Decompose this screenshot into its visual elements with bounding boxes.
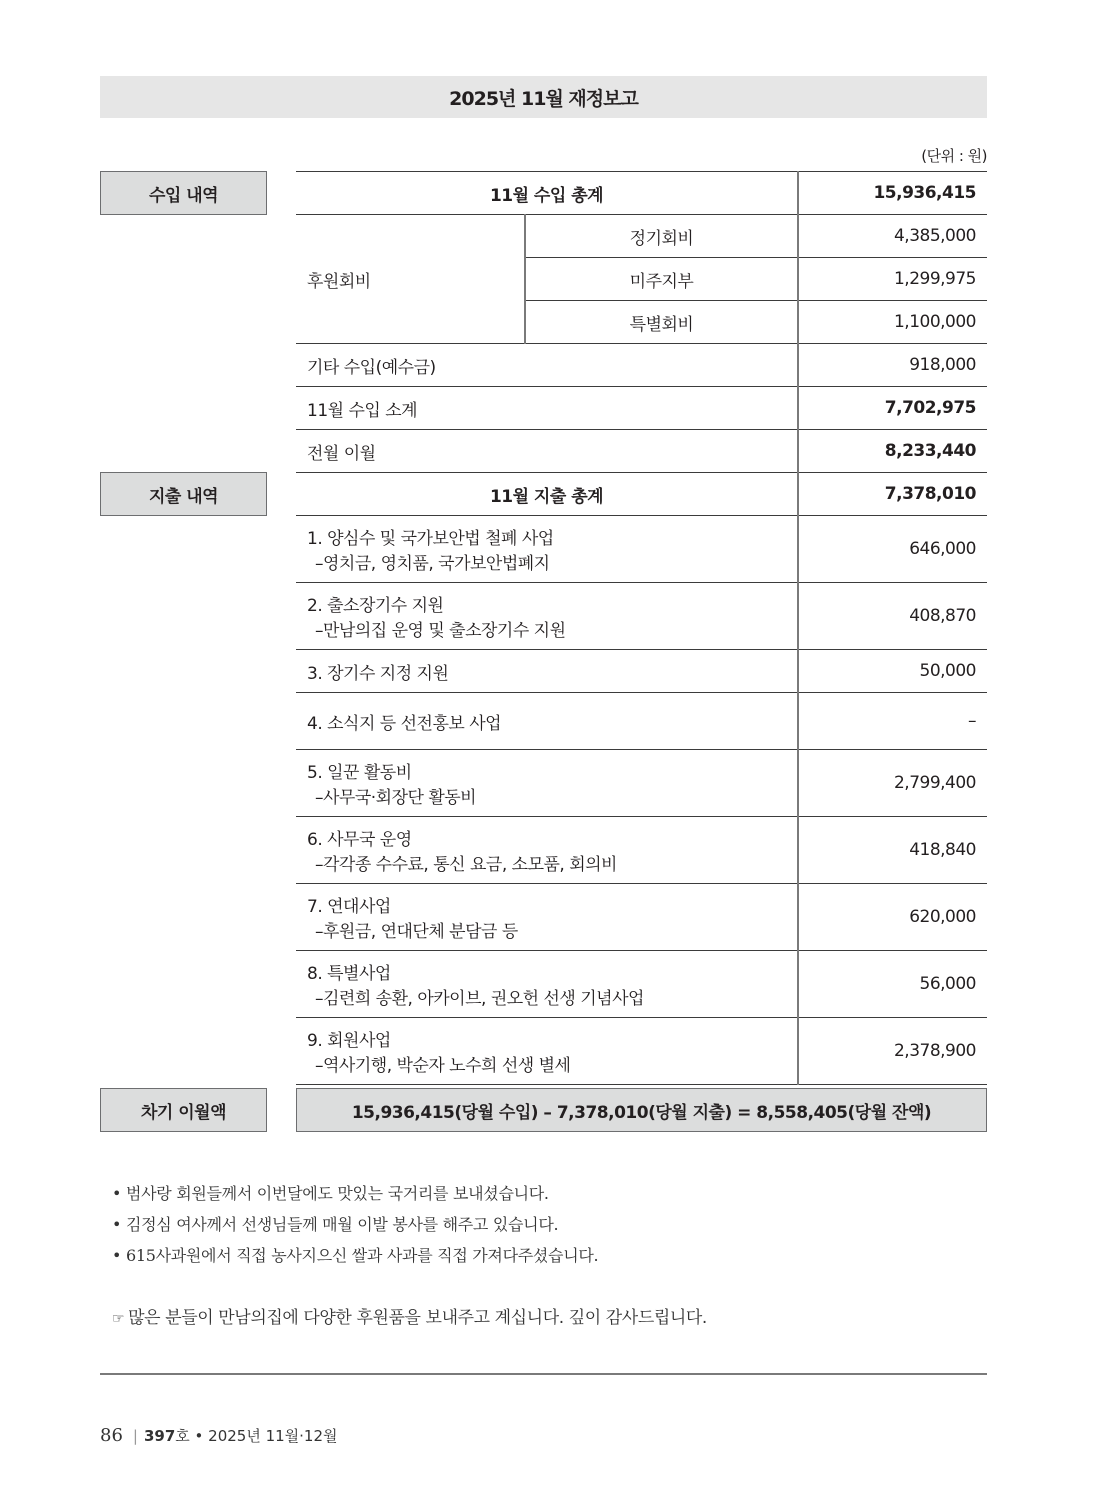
income-total-row: [296, 172, 987, 215]
prev-carryover-value: 8,233,440: [798, 430, 987, 473]
expense-row: [296, 693, 987, 750]
expense-item-value: 2,799,400: [798, 750, 987, 817]
expense-total-row: [296, 473, 987, 516]
expense-item-title: 3. 장기수 지정 지원: [307, 663, 449, 684]
balance-formula: 15,936,415(당월 수입) – 7,378,010(당월 지출) = 8,558,405(당월 잔액): [296, 1088, 987, 1132]
issue-number: 397: [143, 1427, 176, 1445]
income-section-label: 수입 내역: [100, 171, 267, 215]
carryover-section-label: 차기 이월액: [100, 1088, 267, 1132]
expense-item-value: –: [798, 693, 987, 750]
pointing-hand-icon: ☞: [112, 1311, 125, 1327]
table-row: [296, 344, 987, 387]
expense-item-desc: [296, 817, 798, 884]
expense-item-desc: [296, 516, 798, 583]
note-item: • 615사과원에서 직접 농사지으신 쌀과 사과를 직접 가져다주셨습니다.: [112, 1240, 598, 1271]
membership-item-label: 정기회비: [525, 215, 798, 258]
income-total-label: 11월 수입 총계: [296, 172, 798, 215]
expense-item-value: 50,000: [798, 650, 987, 693]
other-income-label: 기타 수입(예수금): [296, 344, 798, 387]
expense-item-title: 6. 사무국 운영: [307, 830, 412, 850]
expense-item-value: 2,378,900: [798, 1018, 987, 1085]
expense-row: [296, 516, 987, 583]
expense-row: [296, 951, 987, 1018]
table-row: [296, 387, 987, 430]
note-item: • 김정심 여사께서 선생님들께 매월 이발 봉사를 해주고 있습니다.: [112, 1209, 598, 1240]
expense-item-desc: [296, 884, 798, 951]
expense-item-detail: –후원금, 연대단체 분담금 등: [315, 922, 518, 942]
unit-note: (단위 : 원): [921, 147, 987, 165]
expense-item-title: 2. 출소장기수 지원: [307, 596, 444, 616]
page-number: 86: [100, 1425, 123, 1446]
membership-item-label: 미주지부: [525, 258, 798, 301]
expense-item-value: 418,840: [798, 817, 987, 884]
expense-row: [296, 884, 987, 951]
expense-item-title: 8. 특별사업: [307, 964, 391, 984]
issue-date: 호 • 2025년 11월·12월: [175, 1427, 338, 1445]
expense-item-desc: [296, 1018, 798, 1085]
membership-item-value: 1,100,000: [798, 301, 987, 344]
expense-row: [296, 583, 987, 650]
expense-item-desc: [296, 583, 798, 650]
expense-item-desc: [296, 650, 798, 693]
expense-item-detail: –만남의집 운영 및 출소장기수 지원: [315, 621, 566, 641]
thanks-text: 많은 분들이 만남의집에 다양한 후원품을 보내주고 계십니다. 깊이 감사드립니다.: [128, 1308, 707, 1328]
expense-item-title: 9. 회원사업: [307, 1031, 391, 1051]
table-row: [296, 215, 987, 258]
income-total-value: 15,936,415: [798, 172, 987, 215]
membership-item-value: 1,299,975: [798, 258, 987, 301]
expense-row: [296, 650, 987, 693]
income-subtotal-label: 11월 수입 소계: [296, 387, 798, 430]
expense-item-title: 4. 소식지 등 선전홍보 사업: [307, 713, 502, 734]
expense-row: [296, 750, 987, 817]
footer-separator: |: [132, 1427, 138, 1445]
income-subtotal-value: 7,702,975: [798, 387, 987, 430]
membership-item-value: 4,385,000: [798, 215, 987, 258]
expense-item-detail: –각각종 수수료, 통신 요금, 소모품, 회의비: [315, 855, 617, 875]
footer-divider: [100, 1373, 987, 1375]
page-footer: [100, 1425, 338, 1446]
expense-item-desc: [296, 951, 798, 1018]
expense-item-detail: –영치금, 영치품, 국가보안법폐지: [315, 554, 550, 574]
expense-row: [296, 817, 987, 884]
expense-item-title: 1. 양심수 및 국가보안법 철폐 사업: [307, 529, 554, 549]
expense-item-value: 56,000: [798, 951, 987, 1018]
membership-item-label: 특별회비: [525, 301, 798, 344]
expense-item-desc: [296, 693, 798, 750]
expense-total-label: 11월 지출 총계: [296, 473, 798, 516]
expense-item-title: 7. 연대사업: [307, 897, 391, 917]
report-title: 2025년 11월 재정보고: [100, 76, 987, 118]
finance-table: [296, 171, 987, 1085]
expense-total-value: 7,378,010: [798, 473, 987, 516]
expense-row: [296, 1018, 987, 1085]
expense-item-value: 408,870: [798, 583, 987, 650]
expense-section-label: 지출 내역: [100, 472, 267, 516]
expense-item-detail: –역사기행, 박순자 노수희 선생 별세: [315, 1056, 571, 1076]
expense-item-title: 5. 일꾼 활동비: [307, 763, 412, 783]
membership-group-label: 후원회비: [296, 215, 525, 344]
note-item: • 범사랑 회원들께서 이번달에도 맛있는 국거리를 보내셨습니다.: [112, 1178, 598, 1209]
expense-item-desc: [296, 750, 798, 817]
expense-item-value: 646,000: [798, 516, 987, 583]
other-income-value: 918,000: [798, 344, 987, 387]
prev-carryover-label: 전월 이월: [296, 430, 798, 473]
expense-item-value: 620,000: [798, 884, 987, 951]
thanks-message: [112, 1303, 707, 1328]
expense-item-detail: –김련희 송환, 아카이브, 권오헌 선생 기념사업: [315, 989, 644, 1009]
notes-list: [112, 1178, 598, 1271]
table-row: [296, 430, 987, 473]
expense-item-detail: –사무국·회장단 활동비: [315, 788, 477, 808]
